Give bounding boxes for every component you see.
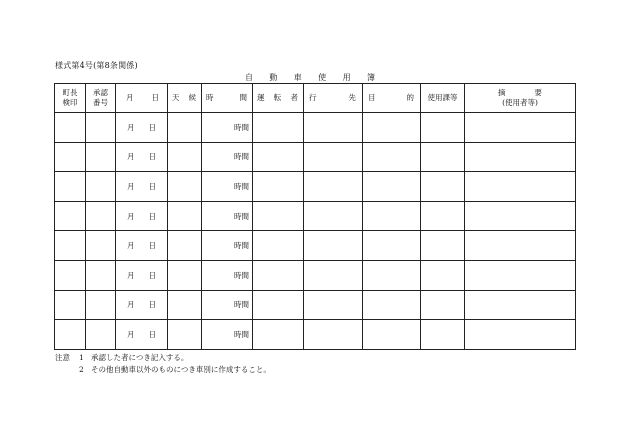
header-row: [55, 84, 576, 113]
cell-destination[interactable]: [304, 201, 363, 231]
cell-remarks[interactable]: [465, 113, 576, 143]
table-row: [55, 172, 576, 202]
header-date: 月 日: [116, 84, 168, 113]
cell-approval-number[interactable]: [86, 201, 116, 231]
cell-driver[interactable]: [253, 142, 304, 172]
cell-purpose[interactable]: [363, 320, 421, 350]
title-char: 用: [342, 73, 351, 82]
table-row: [55, 142, 576, 172]
cell-remarks[interactable]: [465, 172, 576, 202]
header-remarks: 摘 要 (使用者等): [465, 84, 576, 113]
cell-weather[interactable]: [168, 201, 202, 231]
cell-time[interactable]: 時間: [202, 260, 253, 290]
cell-date[interactable]: 月 日: [116, 260, 168, 290]
cell-destination[interactable]: [304, 231, 363, 261]
cell-department[interactable]: [421, 320, 465, 350]
cell-approval-number[interactable]: [86, 172, 116, 202]
cell-remarks[interactable]: [465, 320, 576, 350]
title-char: 車: [293, 73, 302, 82]
cell-weather[interactable]: [168, 290, 202, 320]
header-destination: 行 先: [304, 84, 363, 113]
cell-date[interactable]: 月 日: [116, 231, 168, 261]
cell-approval-stamp[interactable]: [55, 201, 86, 231]
notes-label: 注意: [55, 353, 70, 362]
header-department: 使用課等: [421, 84, 465, 113]
cell-purpose[interactable]: [363, 201, 421, 231]
cell-driver[interactable]: [253, 320, 304, 350]
notes: [55, 352, 271, 376]
cell-destination[interactable]: [304, 260, 363, 290]
table-row: [55, 290, 576, 320]
cell-remarks[interactable]: [465, 290, 576, 320]
header-time: 時 間: [202, 84, 253, 113]
cell-department[interactable]: [421, 142, 465, 172]
cell-approval-number[interactable]: [86, 142, 116, 172]
cell-time[interactable]: 時間: [202, 201, 253, 231]
cell-remarks[interactable]: [465, 201, 576, 231]
title-char: 自: [245, 73, 253, 82]
cell-approval-number[interactable]: [86, 260, 116, 290]
cell-purpose[interactable]: [363, 142, 421, 172]
cell-destination[interactable]: [304, 142, 363, 172]
table-row: [55, 320, 576, 350]
cell-weather[interactable]: [168, 113, 202, 143]
cell-purpose[interactable]: [363, 260, 421, 290]
header-driver: 運 転 者: [253, 84, 304, 113]
cell-approval-stamp[interactable]: [55, 260, 86, 290]
cell-weather[interactable]: [168, 231, 202, 261]
cell-driver[interactable]: [253, 260, 304, 290]
cell-time[interactable]: 時間: [202, 290, 253, 320]
header-approval-stamp: 町長 検印: [55, 84, 86, 113]
cell-approval-number[interactable]: [86, 113, 116, 143]
cell-department[interactable]: [421, 290, 465, 320]
header-purpose: 目 的: [363, 84, 421, 113]
cell-remarks[interactable]: [465, 142, 576, 172]
cell-approval-stamp[interactable]: [55, 290, 86, 320]
cell-purpose[interactable]: [363, 113, 421, 143]
cell-driver[interactable]: [253, 201, 304, 231]
cell-weather[interactable]: [168, 172, 202, 202]
cell-time[interactable]: 時間: [202, 231, 253, 261]
cell-time[interactable]: 時間: [202, 172, 253, 202]
title-char: 簿: [366, 73, 375, 82]
cell-department[interactable]: [421, 113, 465, 143]
cell-date[interactable]: 月 日: [116, 172, 168, 202]
cell-date[interactable]: 月 日: [116, 320, 168, 350]
cell-approval-stamp[interactable]: [55, 113, 86, 143]
cell-date[interactable]: 月 日: [116, 142, 168, 172]
table-row: [55, 231, 576, 261]
header-approval-number: 承認 番号: [86, 84, 116, 113]
cell-weather[interactable]: [168, 320, 202, 350]
cell-driver[interactable]: [253, 290, 304, 320]
note-item: 注意 1 承認した者につき記入する。: [55, 353, 189, 362]
cell-approval-number[interactable]: [86, 320, 116, 350]
cell-approval-number[interactable]: [86, 231, 116, 261]
cell-time[interactable]: 時間: [202, 320, 253, 350]
cell-department[interactable]: [421, 172, 465, 202]
log-body: [55, 113, 576, 350]
table-row: [55, 260, 576, 290]
cell-approval-stamp[interactable]: [55, 142, 86, 172]
cell-weather[interactable]: [168, 142, 202, 172]
cell-destination[interactable]: [304, 290, 363, 320]
cell-destination[interactable]: [304, 172, 363, 202]
cell-purpose[interactable]: [363, 290, 421, 320]
cell-destination[interactable]: [304, 320, 363, 350]
title-char: 使: [318, 73, 327, 82]
cell-time[interactable]: 時間: [202, 142, 253, 172]
cell-approval-stamp[interactable]: [55, 320, 86, 350]
vehicle-usage-log-table: [54, 83, 576, 350]
cell-driver[interactable]: [253, 113, 304, 143]
table-row: [55, 113, 576, 143]
note-item: 2 その他自動車以外のものにつき車別に作成すること。: [79, 365, 271, 374]
cell-department[interactable]: [421, 231, 465, 261]
title-char: 動: [269, 73, 278, 82]
cell-date[interactable]: 月 日: [116, 201, 168, 231]
cell-time[interactable]: 時間: [202, 113, 253, 143]
cell-destination[interactable]: [304, 113, 363, 143]
cell-purpose[interactable]: [363, 231, 421, 261]
cell-weather[interactable]: [168, 260, 202, 290]
cell-date[interactable]: 月 日: [116, 290, 168, 320]
cell-approval-stamp[interactable]: [55, 172, 86, 202]
header-weather: 天 候: [168, 84, 202, 113]
cell-approval-number[interactable]: [86, 290, 116, 320]
form-number: 様式第4号(第8条関係): [55, 61, 138, 70]
cell-driver[interactable]: [253, 172, 304, 202]
document-title: [245, 72, 375, 83]
cell-remarks[interactable]: [465, 231, 576, 261]
cell-department[interactable]: [421, 260, 465, 290]
cell-driver[interactable]: [253, 231, 304, 261]
cell-date[interactable]: 月 日: [116, 113, 168, 143]
cell-approval-stamp[interactable]: [55, 231, 86, 261]
table-row: [55, 201, 576, 231]
cell-purpose[interactable]: [363, 172, 421, 202]
cell-remarks[interactable]: [465, 260, 576, 290]
cell-department[interactable]: [421, 201, 465, 231]
